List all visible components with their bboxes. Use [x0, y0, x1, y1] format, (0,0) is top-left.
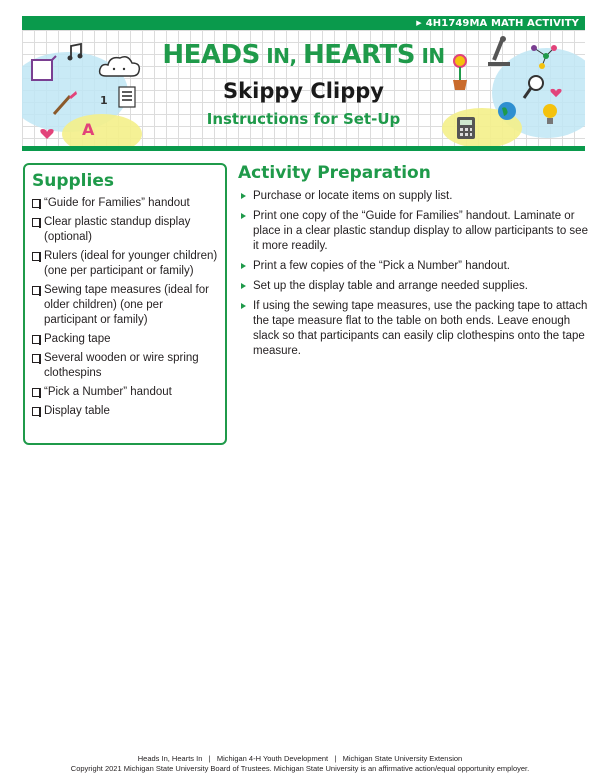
activity-title: Skippy Clippy — [223, 79, 384, 103]
supply-item: Clear plastic standup display (optional) — [32, 215, 218, 245]
footer — [0, 754, 600, 774]
preparation-item: Set up the display table and arrange needed supplies. — [238, 279, 588, 294]
supply-item: “Guide for Families” handout — [32, 196, 218, 211]
checkbox-icon — [32, 218, 40, 227]
preparation-item: Print a few copies of the “Pick a Number” handout. — [238, 259, 588, 274]
header-strip — [22, 16, 585, 30]
banner-bottom-strip — [22, 146, 585, 151]
checkbox-icon — [32, 407, 40, 416]
checkbox-icon — [32, 388, 40, 397]
preparation-section — [238, 163, 588, 364]
supply-item: “Pick a Number” handout — [32, 385, 218, 400]
supplies-box — [23, 163, 227, 445]
bullet-arrow-icon — [241, 213, 246, 219]
bullet-arrow-icon — [241, 263, 246, 269]
supply-item: Several wooden or wire spring clothespins — [32, 351, 218, 381]
bullet-arrow-icon — [241, 193, 246, 199]
decor-letter-a: A — [82, 120, 95, 139]
supply-item: Sewing tape measures (ideal for older children) (one per participant or family) — [32, 283, 218, 328]
checkbox-icon — [32, 335, 40, 344]
supplies-heading: Supplies — [32, 171, 114, 191]
bullet-arrow-icon — [241, 303, 246, 309]
preparation-item: If using the sewing tape measures, use the packing tape to attach the tape measure flat to the table on both ends. Leave enough slack so that participants can easily clip clothespins onto the tape measure. — [238, 299, 588, 359]
decor-number-one: 1 — [100, 94, 108, 107]
heart-icon-left — [40, 128, 54, 140]
brand-title: HEADS IN, HEARTS IN — [162, 40, 445, 70]
checkbox-icon — [32, 354, 40, 363]
banner — [22, 30, 585, 146]
preparation-item: Print one copy of the “Guide for Families” handout. Laminate or place in a clear plastic standup display to allow participants to see it more readily. — [238, 209, 588, 254]
checkbox-icon — [32, 252, 40, 261]
preparation-list — [238, 189, 588, 359]
checkbox-icon — [32, 199, 40, 208]
bullet-arrow-icon — [241, 283, 246, 289]
supply-item: Packing tape — [32, 332, 218, 347]
footer-line-1: Heads In, Hearts In | Michigan 4-H Youth Development | Michigan State University Extension — [137, 754, 463, 763]
footer-line-2: Copyright 2021 Michigan State University Board of Trustees. Michigan State University is an affirmative action/equal opportunity employer. — [70, 764, 530, 773]
supplies-list — [32, 196, 218, 419]
preparation-heading: Activity Preparation — [238, 163, 431, 183]
preparation-item: Purchase or locate items on supply list. — [238, 189, 588, 204]
checkbox-icon — [32, 286, 40, 295]
activity-code-label: ▶ 4H1749MA MATH ACTIVITY — [416, 18, 579, 29]
supply-item: Display table — [32, 404, 218, 419]
supply-item: Rulers (ideal for younger children) (one per participant or family) — [32, 249, 218, 279]
activity-subtitle: Instructions for Set-Up — [206, 110, 401, 128]
